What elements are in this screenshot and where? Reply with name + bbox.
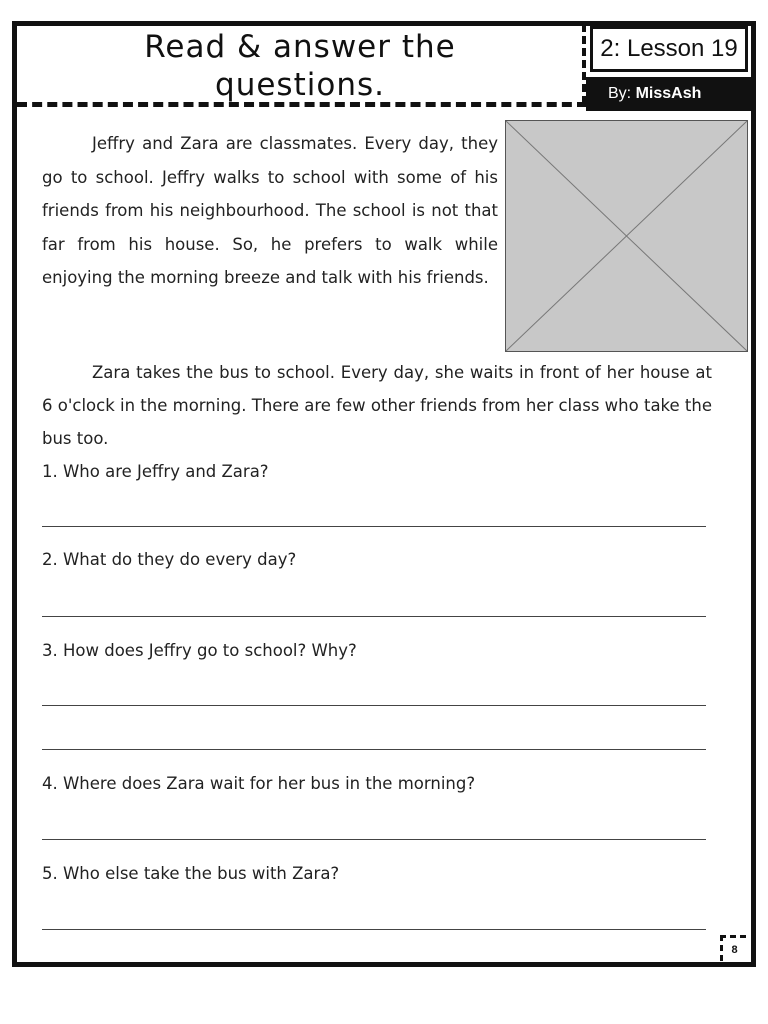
kids-illustration	[505, 120, 748, 352]
story-paragraph-1	[42, 127, 498, 295]
worksheet-title	[20, 28, 580, 104]
question-2: 2. What do they do every day?	[42, 550, 297, 569]
story-paragraph-2	[42, 356, 712, 455]
answer-line[interactable]	[42, 705, 706, 706]
by-label: By:	[608, 85, 632, 102]
question-5: 5. Who else take the bus with Zara?	[42, 864, 340, 883]
story-paragraph-1-text: Jeffry and Zara are classmates. Every day, they go to school. Jeffry walks to school with some of his friends from his neighbourhood. The school is not that far from his house. So, he prefers to walk while enjoying the morning breeze and talk with his friends.	[42, 134, 498, 288]
answer-line[interactable]	[42, 749, 706, 750]
question-4: 4. Where does Zara wait for her bus in the morning?	[42, 774, 476, 793]
answer-line[interactable]	[42, 839, 706, 840]
title-line-2: questions.	[215, 67, 385, 103]
lesson-label: 2: Lesson 19	[590, 26, 748, 72]
image-placeholder-cross	[506, 121, 747, 351]
author-name: MissAsh	[635, 85, 702, 102]
answer-line[interactable]	[42, 929, 706, 930]
author-badge	[586, 77, 754, 111]
answer-line[interactable]	[42, 616, 706, 617]
title-dashed-divider	[17, 102, 587, 107]
page-number: 8	[720, 935, 746, 961]
answer-line[interactable]	[42, 526, 706, 527]
title-line-1: Read & answer the	[144, 29, 456, 65]
question-3: 3. How does Jeffry go to school? Why?	[42, 641, 357, 660]
question-1: 1. Who are Jeffry and Zara?	[42, 462, 269, 481]
story-paragraph-2-text: Zara takes the bus to school. Every day, she waits in front of her house at 6 o'clock in the morning. There are few other friends from her class who take the bus too.	[42, 363, 712, 448]
